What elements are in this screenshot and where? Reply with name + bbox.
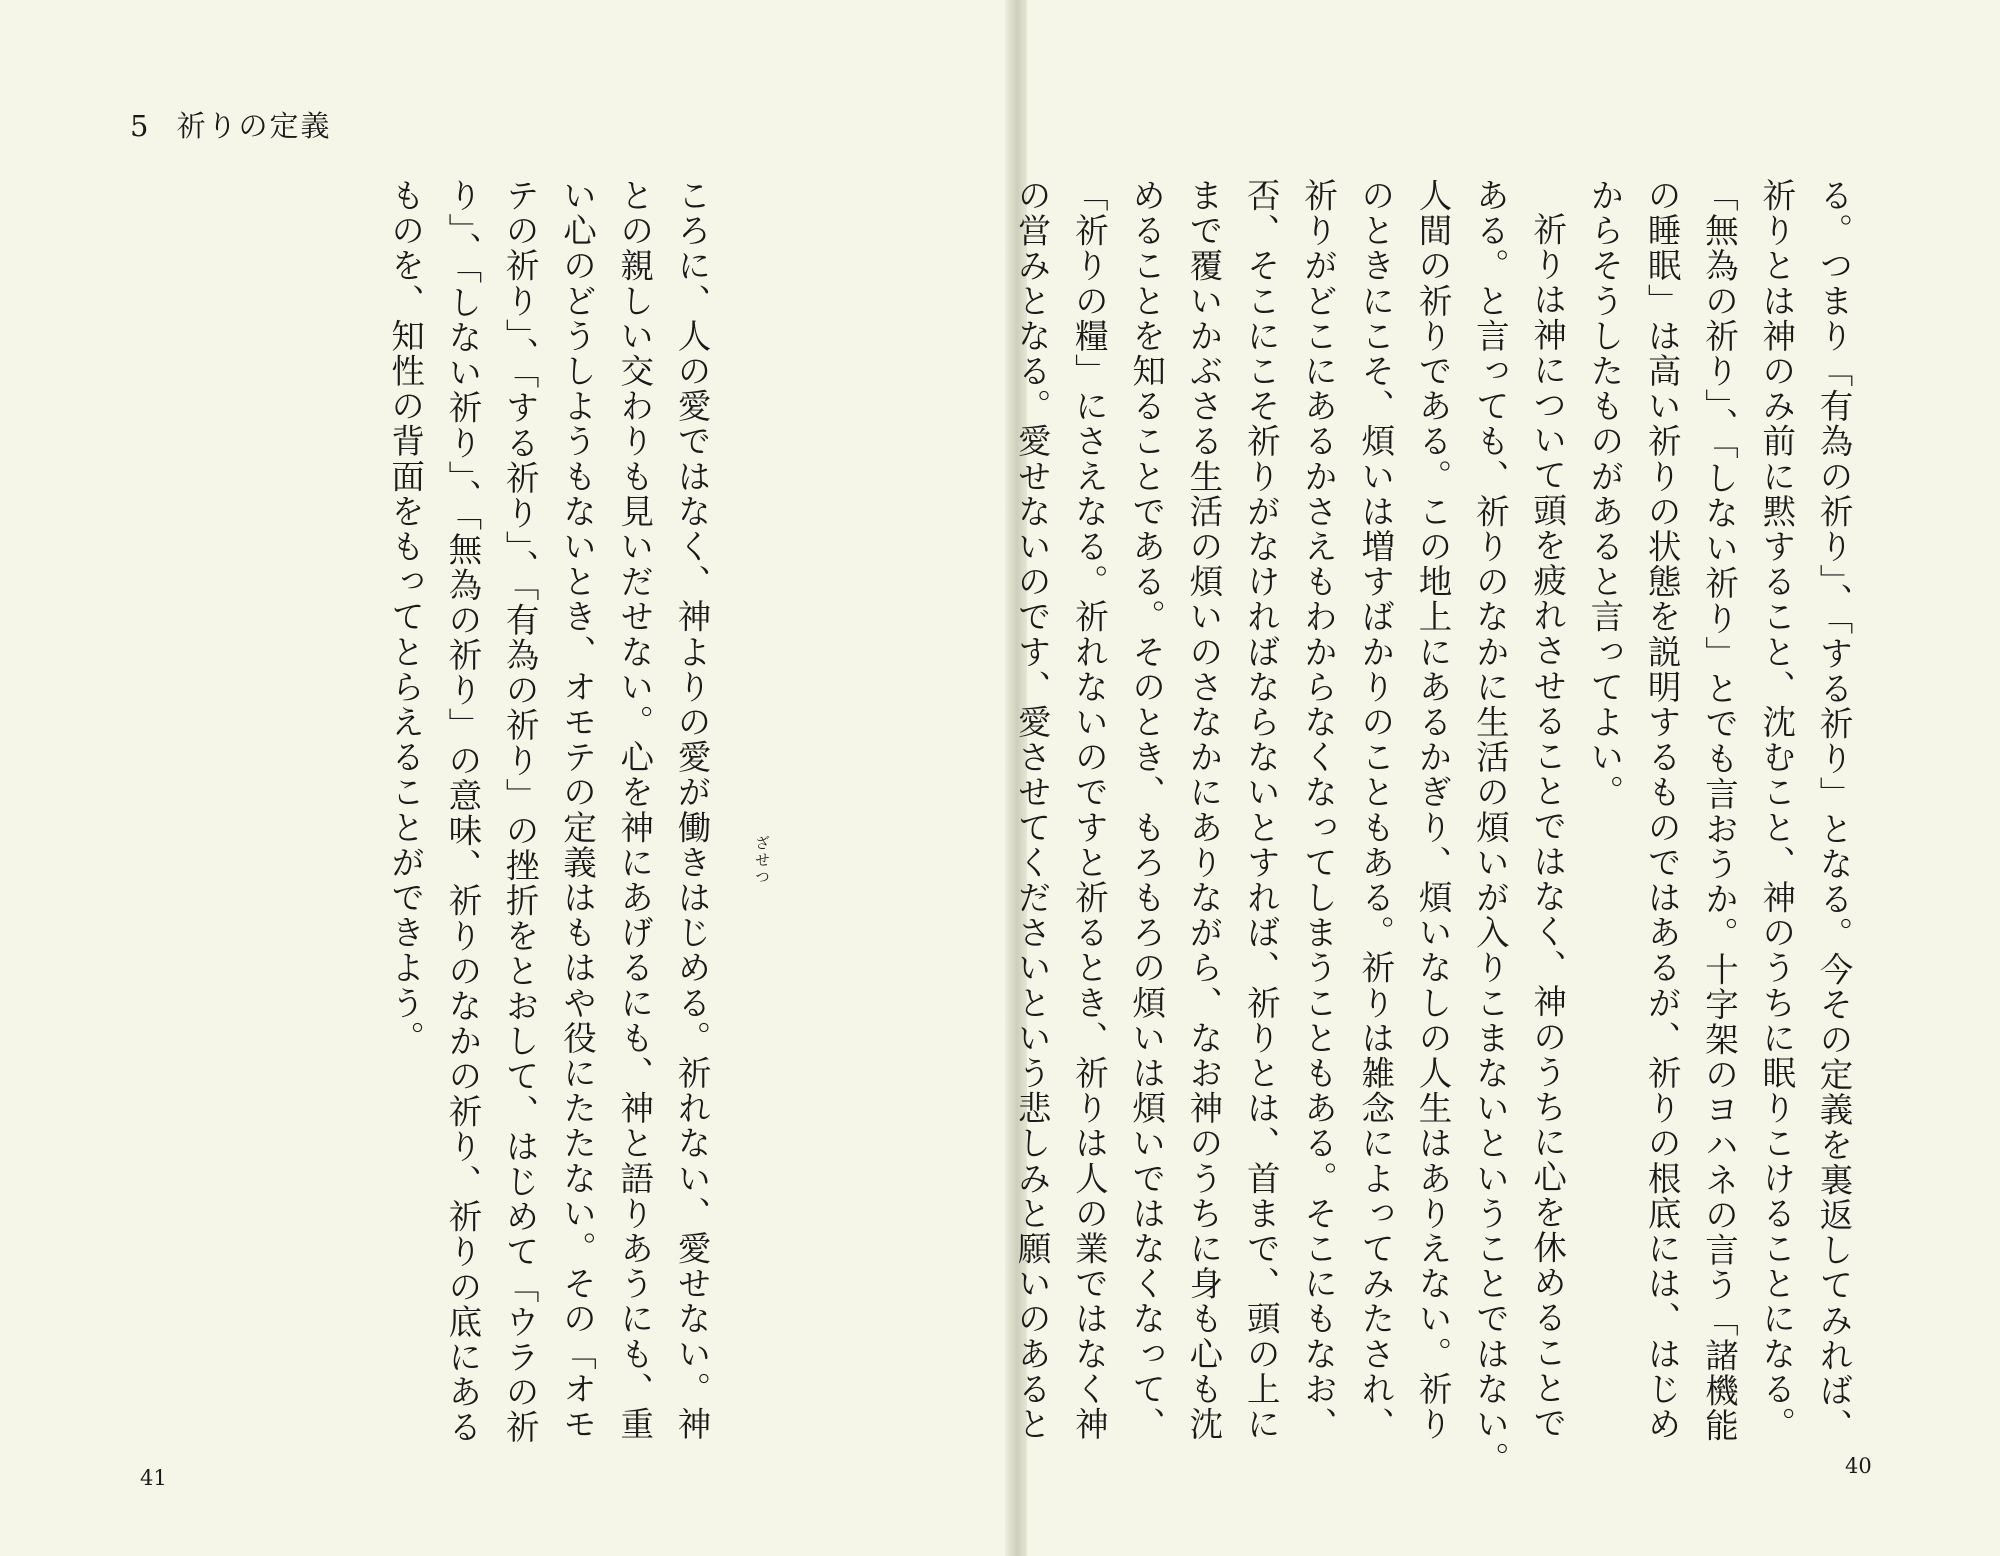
left-page-text [300,178,720,1445]
text-line: 否、そこにこそ祈りがなければならないとすれば、祈りとは、首まで、頭の上に [1241,178,1281,1442]
text-line: の営みとなる。愛せないのです、愛させてくださいという悲しみと願いのあると [1012,178,1052,1442]
text-line: 人間の祈りである。この地上にあるかぎり、煩いなしの人生はありえない。祈り [1413,178,1453,1442]
running-head [130,104,331,145]
page-number-left: 41 [140,1466,167,1490]
text-line: ものを、知性の背面をもってとらえることができよう。 [385,178,425,1056]
text-line: テの祈り」、「する祈り」、「有為の祈り」の挫折をとおして、はじめて「ウラの祈 [500,178,540,1445]
text-line: 祈りがどこにあるかさえもわからなくなってしまうこともある。そこにもなお、 [1298,178,1338,1442]
text-line: のときにこそ、煩いは増すばかりのこともある。祈りは雑念によってみたされ、 [1355,178,1395,1442]
text-line: めることを知ることである。そのとき、もろもろの煩いは煩いではなくなって、 [1126,178,1166,1442]
text-line: 祈りは神について頭を疲れさせることではなく、神のうちに心を休めることで [1527,211,1567,1440]
text-line: り」、「しない祈り」、「無為の祈り」の意味、祈りのなかの祈り、祈りの底にある [442,178,482,1445]
chapter-title: 祈りの定義 [176,109,332,143]
text-line: ころに、人の愛ではなく、神よりの愛が働きはじめる。祈れない、愛せない。神 [672,178,711,1442]
text-line: 「祈りの糧」にさえなる。祈れないのですと祈るとき、祈りは人の業ではなく神 [1069,178,1109,1442]
text-line: まで覆いかぶさる生活の煩いのさなかにありながら、なお神のうちに身も心も沈 [1183,178,1223,1442]
chapter-number: 5 [130,109,151,143]
text-line: との親しい交わりも見いだせない。心を神にあげるにも、神と語りあうにも、重 [614,178,654,1442]
text-line: ある。と言っても、祈りのなかに生活の煩いが入りこまないということではない。 [1470,178,1510,1477]
text-line: の睡眠」は高い祈りの状態を説明するものではあるが、祈りの根底には、はじめ [1642,178,1682,1442]
text-line: い心のどうしようもないとき、オモテの定義はもはや役にたたない。その「オモ [557,178,597,1442]
text-line: からそうしたものがあると言ってよい。 [1584,178,1624,810]
text-line: る。つまり「有為の祈り」、「する祈り」となる。今その定義を裏返してみれば、 [1814,178,1853,1444]
text-line: 祈りとは神のみ前に黙すること、沈むこと、神のうちに眠りこけることになる。 [1756,178,1796,1442]
page-number-right: 40 [1845,1454,1872,1478]
text-line: 「無為の祈り」、「しない祈り」とでも言おうか。十字架のヨハネの言う「諸機能 [1699,178,1739,1444]
ruby-reading: ざせつ [753,835,771,886]
